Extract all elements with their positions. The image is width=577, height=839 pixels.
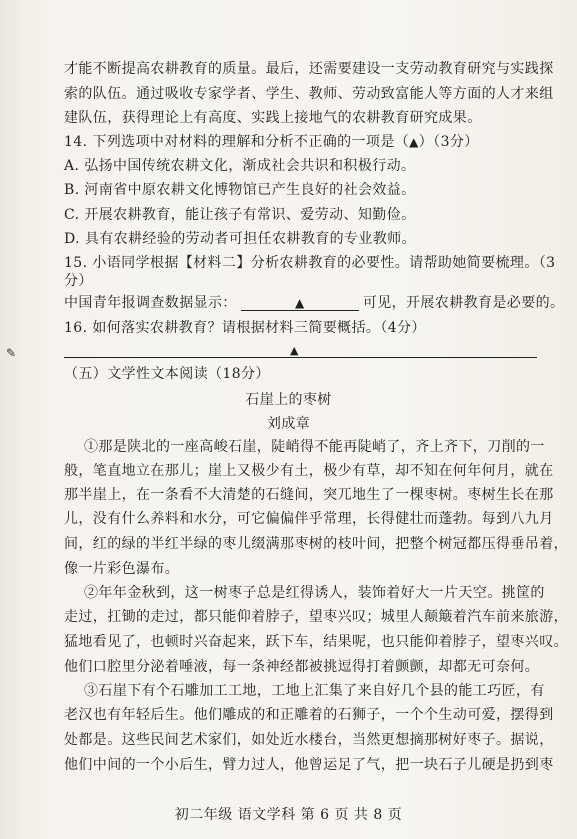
- option-c: C. 开展农耕教育，能让孩子有常识、爱劳动、知勤俭。: [64, 207, 416, 223]
- paragraph-line: 他们口腔里分泌着唾液，每一条神经都被挑逗得打着颤颤，却都无可奈何。: [64, 659, 540, 675]
- question-15-line1: 15. 小语同学根据【材料二】分析农耕教育的必要性。请帮助她简要梳理。（3: [64, 255, 556, 271]
- page-footer: 初二年级 语文学科 第 6 页 共 8 页: [174, 807, 403, 823]
- q15-suffix: 可见，开展农耕教育是必要的。: [362, 295, 565, 311]
- paragraph-line: ①那是陕北的一座高峻石崖，陡峭得不能再陡峭了，齐上齐下，刀削的一: [84, 439, 545, 455]
- question-16: 16. 如何落实农耕教育？请根据材料三简要概括。（4分）: [64, 320, 426, 336]
- paragraph-line: 那半崖上，在一条看不大清楚的石缝间，突兀地生了一棵枣树。枣树生长在那: [64, 487, 554, 503]
- margin-pen-mark-icon: ✎: [6, 346, 17, 360]
- story-author: 刘成章: [266, 416, 311, 432]
- answer-mark: ▲: [409, 135, 419, 149]
- option-a: A. 弘扬中国传统农耕文化，渐成社会共识和积极行动。: [64, 158, 416, 174]
- q15-prefix: 中国青年报调查数据显示：: [64, 295, 237, 311]
- paragraph-line: 处都是。这些民间艺术家们，如处近水楼台，当然更想摘那树好枣子。据说，: [64, 732, 554, 748]
- q14-end: ）（3分）: [418, 134, 479, 150]
- text-line: 索的队伍。通过吸收专家学者、学生、教师、劳动致富能人等方面的人才来组: [64, 86, 554, 102]
- answer-mark: ▲: [290, 344, 299, 357]
- paragraph-line: 老汉也有年轻后生。他们雕成的和正雕着的石狮子，一个个生动可爱，摆得到: [64, 707, 554, 723]
- paragraph-line: 猛地看见了，也顿时兴奋起来，跃下车，结果呢，也只能仰着脖子，望枣兴叹。: [64, 634, 568, 650]
- section-divider: [64, 357, 537, 358]
- answer-blank[interactable]: [241, 296, 359, 311]
- answer-mark: ▲: [294, 296, 305, 310]
- text-line: 建队伍，获得理论上有高度、实践上接地气的农耕教育研究成果。: [64, 110, 482, 126]
- question-15-line2: 分）: [64, 273, 93, 289]
- paragraph-line: 走过，扛锄的走过，都只能仰着脖子，望枣兴叹；城里人颠簸着汽车前来旅游，: [64, 609, 568, 625]
- paragraph-line: 儿，没有什么养料和水分，可它偏偏伴乎常理，长得健壮而蓬勃。每到八九月: [64, 511, 554, 527]
- paragraph-line: ②年年金秋到，这一树枣子总是红得诱人，装饰着好大一片天空。挑筐的: [84, 585, 545, 601]
- paragraph-line: 间，红的绿的半红半绿的枣儿缀满那枣树的枝叶间，把整个树冠都压得垂吊着，: [64, 536, 568, 552]
- question-14-stem: [64, 133, 537, 151]
- question-15-line3: [64, 294, 565, 312]
- paragraph-line: ③石崖下有个石雕加工工地，工地上汇集了来自好几个县的能工巧匠，有: [84, 683, 545, 699]
- paragraph-line: 般，笔直地立在那儿；崖上又极少有土，极少有草，却不知在何年何月，就在: [64, 463, 554, 479]
- paragraph-line: 他们中间的一个小后生，臂力过人，他曾运足了气，把一块石子儿硬是扔到枣: [64, 757, 554, 773]
- option-b: B. 河南省中原农耕文化博物馆已产生良好的社会效益。: [64, 182, 416, 198]
- option-d: D. 具有农耕经验的劳动者可担任农耕教育的专业教师。: [64, 231, 417, 247]
- q14-stem-text: 14. 下列选项中对材料的理解和分析不正确的一项是（: [64, 134, 410, 150]
- text-line: 才能不断提高农耕教育的质量。最后，还需要建设一支劳动教育研究与实践探: [64, 61, 554, 77]
- section-heading: （五）文学性文本阅读（18分）: [64, 366, 270, 382]
- paragraph-line: 像一片彩色瀑布。: [64, 561, 180, 577]
- story-title: 石崖上的枣树: [245, 392, 332, 408]
